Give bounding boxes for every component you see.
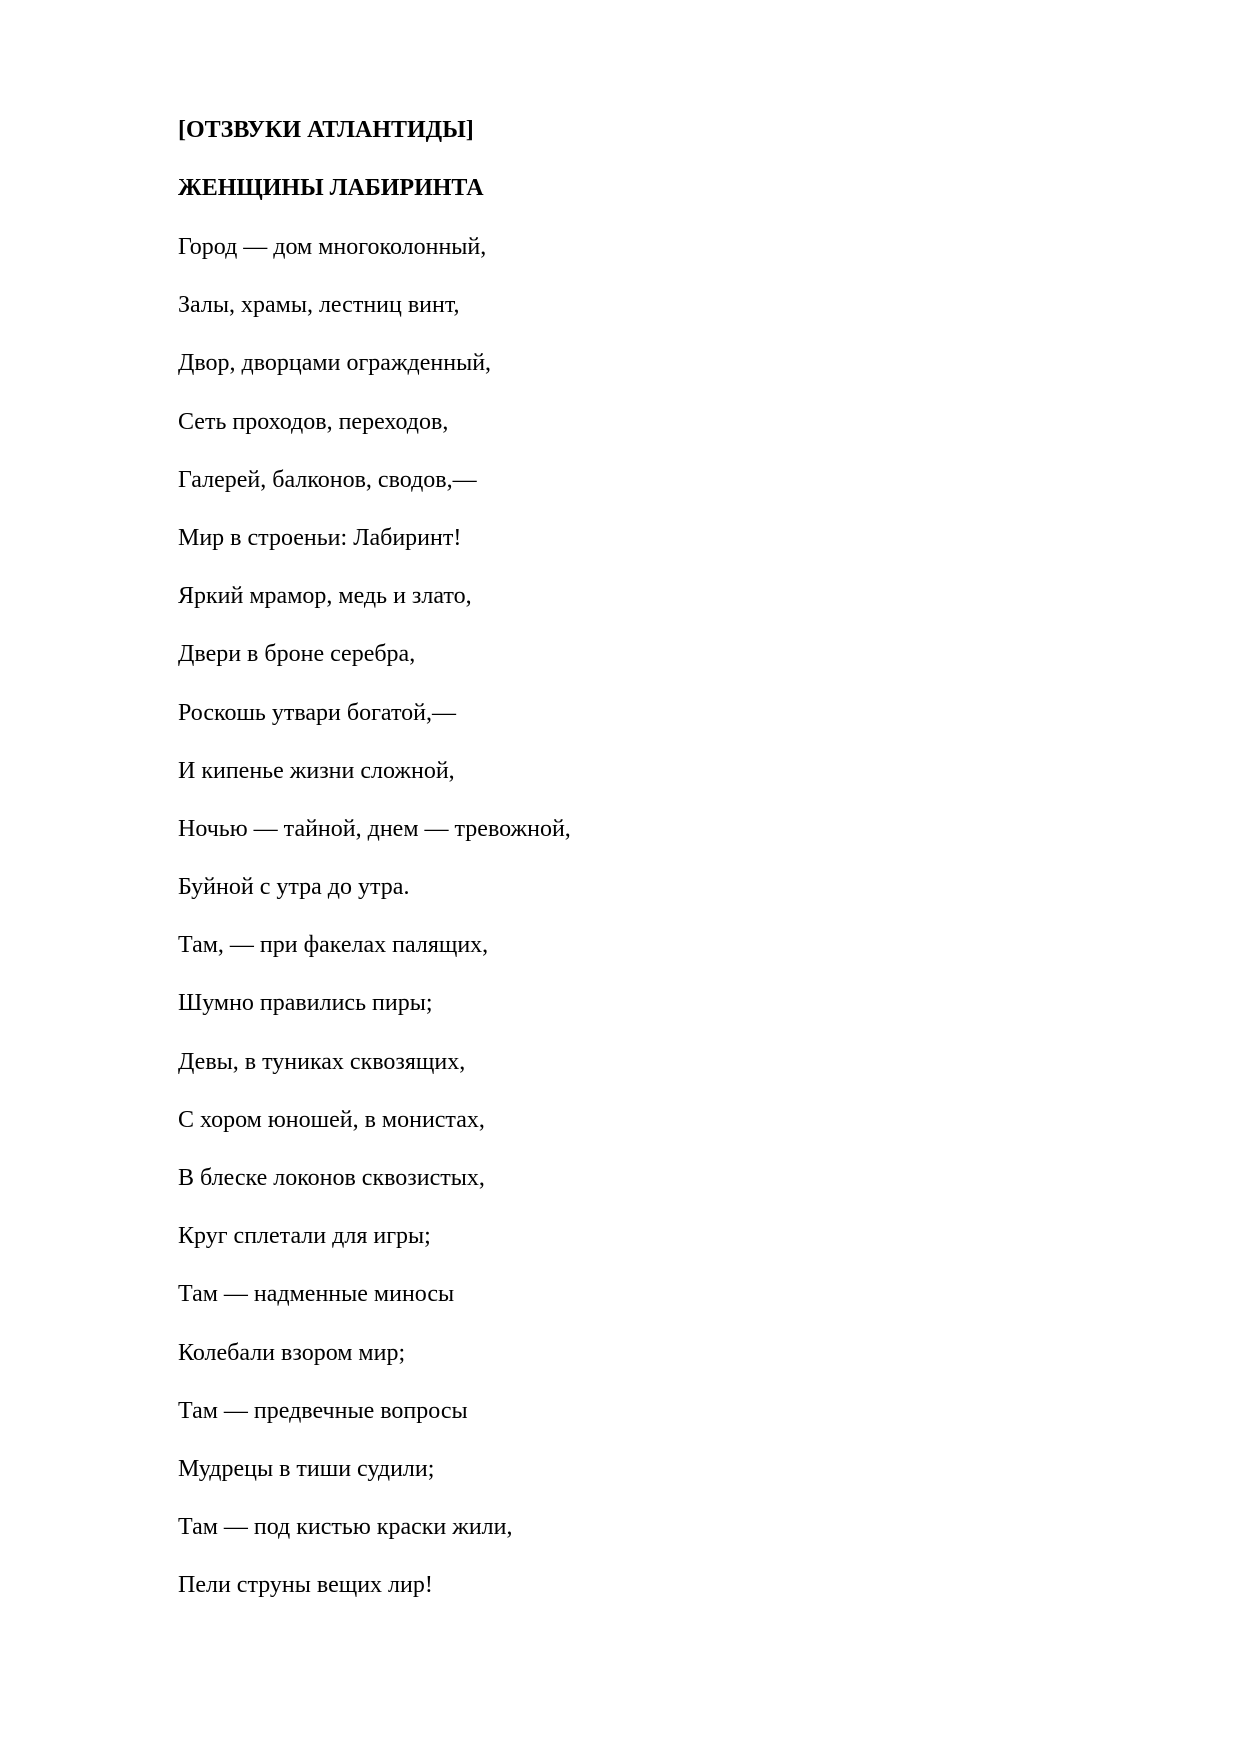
poem-line: Мир в строеньи: Лабиринт! <box>178 524 462 551</box>
poem-line: Роскошь утвари богатой,— <box>178 699 456 726</box>
poem-line: Буйной с утра до утра. <box>178 874 410 901</box>
poem-line: Галерей, балконов, сводов,— <box>178 466 477 493</box>
poem-line: Мудрецы в тиши судили; <box>178 1455 435 1482</box>
poem-line: Залы, храмы, лестниц винт, <box>178 292 460 319</box>
poem-line: Там — надменные миносы <box>178 1281 455 1308</box>
poem-line: Сеть проходов, переходов, <box>178 408 449 435</box>
poem-line: Там — предвечные вопросы <box>178 1397 468 1424</box>
poem-line: И кипенье жизни сложной, <box>178 757 455 784</box>
poem-line: Там — под кистью краски жили, <box>178 1514 513 1541</box>
poem-line: Шумно правились пиры; <box>178 990 433 1017</box>
poem-line: Город — дом многоколонный, <box>178 234 487 260</box>
poem-line: В блеске локонов сквозистых, <box>178 1165 485 1191</box>
poem-line: Девы, в туниках сквозящих, <box>178 1048 466 1075</box>
poem-line: Там, — при факелах палящих, <box>178 932 489 959</box>
poem-line: Круг сплетали для игры; <box>178 1223 431 1250</box>
poem-line: Яркий мрамор, медь и злато, <box>178 583 472 610</box>
poem-line: Ночью — тайной, днем — тревожной, <box>178 815 571 842</box>
poem-title: ЖЕНЩИНЫ ЛАБИРИНТА <box>178 175 484 201</box>
poem-line: Колебали взором мир; <box>178 1339 406 1366</box>
section-title: [ОТЗВУКИ АТЛАНТИДЫ] <box>178 117 474 143</box>
poem-line: Пели струны вещих лир! <box>178 1572 433 1599</box>
poem-line: Двор, дворцами огражденный, <box>178 350 492 377</box>
poem-line: С хором юношей, в монистах, <box>178 1106 485 1133</box>
poem-body <box>178 233 571 1630</box>
poem-line: Двери в броне серебра, <box>178 641 416 668</box>
